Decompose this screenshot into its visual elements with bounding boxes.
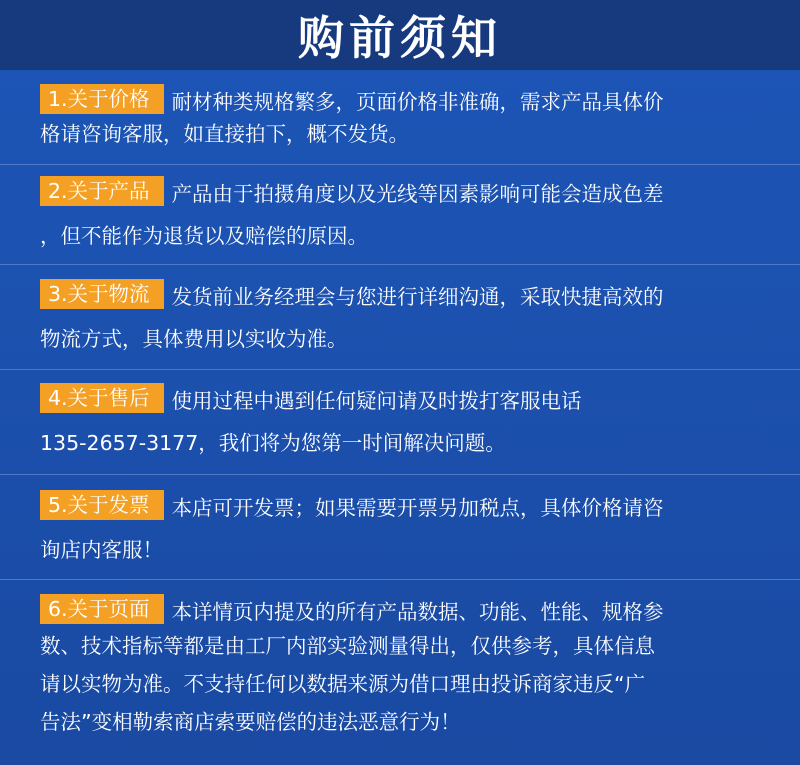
section-text-line: 本详情页内提及的所有产品数据、功能、性能、规格参 [171, 600, 664, 624]
section-text-line: 耐材种类规格繁多，页面价格非准确，需求产品具体价 [171, 90, 664, 114]
notice-section-invoice [0, 475, 800, 580]
section-text-line: 本店可开发票；如果需要开票另加税点，具体价格请咨 [171, 496, 664, 520]
notice-section-product [0, 165, 800, 265]
section-label: 6.关于页面 [40, 594, 164, 624]
section-label: 2.关于产品 [40, 176, 164, 206]
section-label: 1.关于价格 [40, 84, 164, 114]
section-text-line: 使用过程中遇到任何疑问请及时拨打客服电话 [171, 389, 582, 413]
section-text-line: 135-2657-3177，我们将为您第一时间解决问题。 [40, 431, 506, 455]
header-bar [0, 0, 800, 70]
section-label: 3.关于物流 [40, 279, 164, 309]
section-text-line: 产品由于拍摄角度以及光线等因素影响可能会造成色差 [171, 182, 664, 206]
section-text-line: 请以实物为准。不支持任何以数据来源为借口理由投诉商家违反“广 [40, 672, 646, 696]
section-text-line: 告法”变相勒索商店索要赔偿的违法恶意行为！ [40, 710, 461, 734]
section-text-line: 格请咨询客服，如直接拍下，概不发货。 [40, 122, 409, 146]
notice-section-logistics [0, 265, 800, 370]
section-text-line: ，但不能作为退货以及赔偿的原因。 [40, 224, 368, 248]
section-text-line: 发货前业务经理会与您进行详细沟通，采取快捷高效的 [171, 285, 664, 309]
notice-section-aftersales [0, 370, 800, 475]
section-text-line: 询店内客服！ [40, 538, 163, 562]
notice-section-page [0, 580, 800, 765]
notice-section-price [0, 70, 800, 165]
page-title: 购前须知 [298, 11, 502, 65]
section-label: 4.关于售后 [40, 383, 164, 413]
section-text-line: 数、技术指标等都是由工厂内部实验测量得出，仅供参考，具体信息 [40, 634, 655, 658]
section-label: 5.关于发票 [40, 490, 164, 520]
section-text-line: 物流方式，具体费用以实收为准。 [40, 327, 348, 351]
